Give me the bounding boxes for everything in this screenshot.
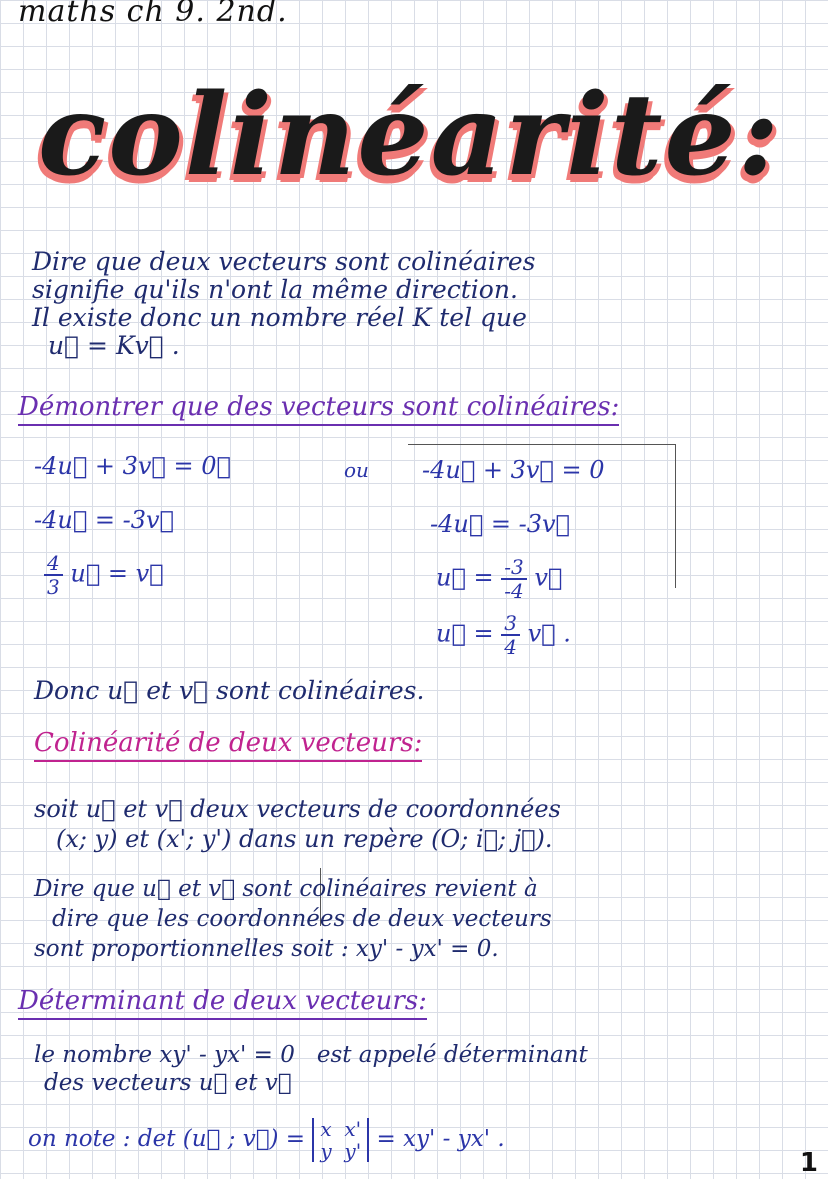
right-equation-fraction <box>436 556 562 602</box>
section-title-colinearity: Colinéarité de deux vecteurs: <box>34 728 422 762</box>
fraction-denominator: -4 <box>504 579 524 603</box>
text-segment: = xy' - yx' . <box>376 1126 505 1152</box>
intro-line: u⃗ = Kv⃗ . <box>48 331 180 360</box>
equation-tail: u⃗ = v⃗ <box>70 559 164 588</box>
page-title: colinéarité: <box>38 70 782 201</box>
section3-line <box>34 1042 588 1068</box>
section2-paragraph <box>34 794 561 854</box>
equation-tail: v⃗ . <box>527 619 571 648</box>
fraction-denominator: 3 <box>47 575 60 599</box>
left-equation-fraction <box>44 552 164 598</box>
intro-paragraph <box>32 248 536 360</box>
matrix-row: x x' <box>320 1117 362 1141</box>
determinant-notation <box>28 1118 505 1162</box>
box-top-border <box>408 444 676 445</box>
section3-line: des vecteurs u⃗ et v⃗ <box>44 1070 292 1096</box>
fraction-numerator: -3 <box>501 556 526 580</box>
ou-label: ou <box>344 458 369 482</box>
page-header: maths ch 9. 2nd. <box>18 0 288 29</box>
section2-paragraph <box>34 874 552 964</box>
equation-lead: u⃗ = <box>436 563 494 592</box>
text-line: Dire que u⃗ et v⃗ sont colinéaires revient à <box>34 876 538 902</box>
equation-tail: v⃗ <box>534 563 563 592</box>
text-line: sont proportionnelles soit : xy' - yx' = 0. <box>34 936 499 962</box>
section-title-determinant: Déterminant de deux vecteurs: <box>18 986 427 1020</box>
matrix-row: y y' <box>320 1139 362 1163</box>
right-equation: -4u⃗ + 3v⃗ = 0 <box>422 456 605 484</box>
page-number: 1 <box>799 1148 818 1178</box>
text-segment: on note : det (u⃗ ; v⃗) = <box>28 1126 306 1152</box>
text-line: dire que les coordonnées de deux vecteurs <box>52 906 552 932</box>
equation-lead: u⃗ = <box>436 619 494 648</box>
text-segment: est appelé déterminant <box>316 1042 588 1068</box>
fraction-numerator: 3 <box>501 612 520 636</box>
text-line: soit u⃗ et v⃗ deux vecteurs de coordonnées <box>34 795 561 823</box>
right-equation-fraction <box>436 612 571 658</box>
fraction-denominator: 4 <box>504 635 517 659</box>
determinant-matrix <box>312 1118 369 1162</box>
left-equation: -4u⃗ = -3v⃗ <box>34 506 174 534</box>
intro-line: Dire que deux vecteurs sont colinéaires <box>32 247 536 276</box>
section-title-demonstrate: Démontrer que des vecteurs sont colinéaires: <box>18 392 619 426</box>
box-right-border <box>675 444 676 588</box>
text-line: (x; y) et (x'; y') dans un repère (O; i⃗; j⃗). <box>56 825 553 853</box>
section1-conclusion: Donc u⃗ et v⃗ sont colinéaires. <box>34 676 425 705</box>
intro-line: Il existe donc un nombre réel K tel que <box>32 303 527 332</box>
fraction-numerator: 4 <box>44 552 63 576</box>
intro-line: signifie qu'ils n'ont la même direction. <box>32 275 518 304</box>
left-equation: -4u⃗ + 3v⃗ = 0⃗ <box>34 452 231 480</box>
right-equation: -4u⃗ = -3v⃗ <box>430 510 570 538</box>
text-segment: le nombre xy' - yx' = 0 <box>34 1042 295 1068</box>
